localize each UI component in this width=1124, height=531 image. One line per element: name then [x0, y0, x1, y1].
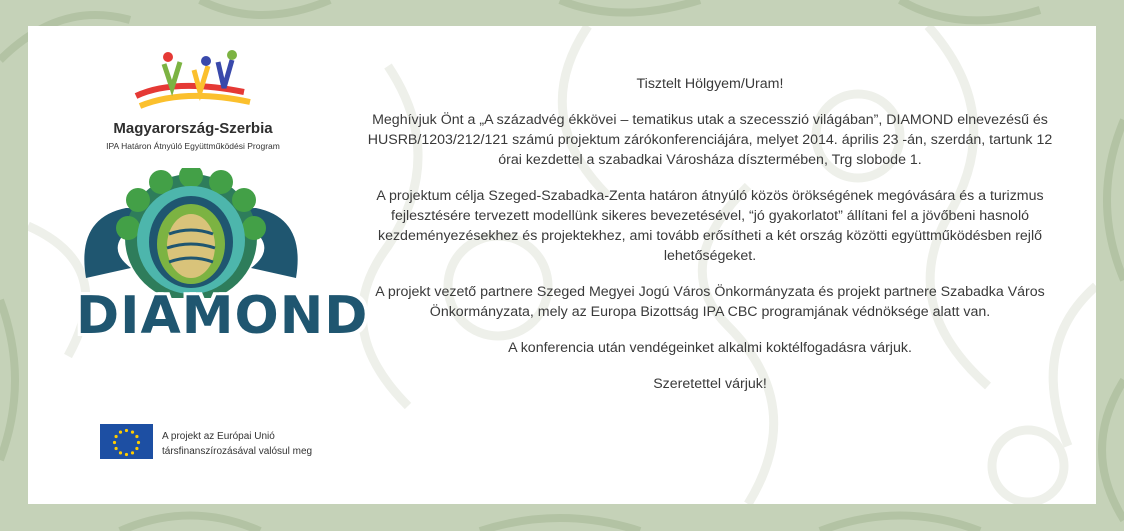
eu-flag-icon: [100, 424, 153, 459]
letter-paragraph-4: A konferencia után vendégeinket alkalmi koktélfogadásra várjuk.: [508, 340, 912, 356]
letter-paragraph-2: A projektum célja Szeged-Szabadka-Zenta határon átnyúló közös örökségének megóvására és a turizmus fejlesztésére tervezett modellünk sikeres bevezetésével, “jó gyakorlatot” állítani fel a jövőbeni hasnoló kezdeményezésekhez és projektekhez, ami tovább erősítheti a két ország közötti együttműködésben rejlő lehetőségeket.: [376, 188, 1044, 264]
letter-greeting: Tisztelt Hölgyem/Uram!: [636, 76, 784, 92]
invitation-letter: [364, 74, 1056, 394]
eu-cofunding-block: [100, 424, 360, 464]
ipa-figures-icon: [134, 48, 254, 118]
eu-text-line2: társfinanszírozásával valósul meg: [162, 446, 313, 457]
invitation-card: [28, 26, 1096, 504]
letter-paragraph-1: Meghívjuk Önt a „A századvég ékkövei – tematikus utak a szecesszió világában”, DIAMOND elnevezésű és HUSRB/1203/212/121 számú projektum zárókonferenciájára, melyet 2014. április 23 -án, szerdán, tartunk 12 órai kezdettel a szabadkai Városháza dísztermében, Trg slobode 1.: [367, 112, 1053, 168]
ipa-title: Magyarország-Szerbia: [113, 120, 273, 137]
eu-cofunding-text: [162, 429, 312, 459]
ipa-program-logo: [108, 48, 298, 158]
diamond-logo: [76, 168, 369, 368]
diamond-emblem-icon: [76, 168, 306, 298]
eu-text-line1: A projekt az Európai Unió: [162, 431, 275, 442]
letter-paragraph-3: A projekt vezető partnere Szeged Megyei Jogú Város Önkormányzata és projekt partnere Szabadka Város Önkormányzata, mely az Europa Bizottság IPA CBC programjának védnöksége alatt van.: [375, 284, 1045, 320]
diamond-wordmark: DIAMOND: [76, 286, 369, 346]
letter-closing: Szeretettel várjuk!: [653, 376, 767, 392]
ipa-subtitle: IPA Határon Átnyúló Együttműködési Program: [106, 141, 280, 151]
